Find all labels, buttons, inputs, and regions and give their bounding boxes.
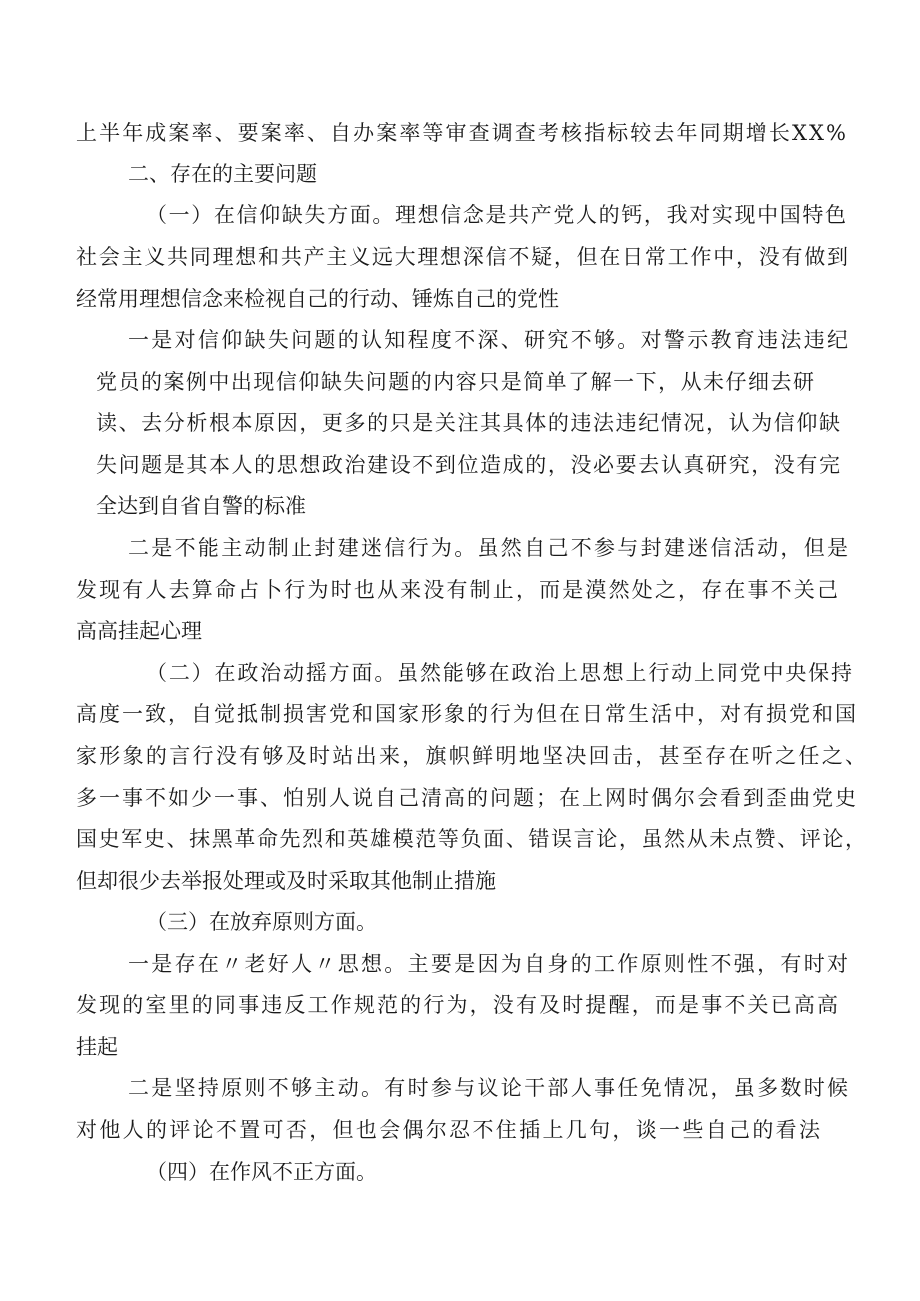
text-line: （三）在放弃原则方面。 (146, 910, 377, 934)
text-line: 党员的案例中出现信仰缺失问题的内容只是简单了解一下，从未仔细去研 (96, 370, 816, 394)
text-line: 多一事不如少一事、怕别人说自己清高的问题；在上网时偶尔会看到歪曲党史 (76, 786, 858, 810)
text-line: 一是存在〃老好人〃思想。主要是因为自身的工作原则性不强，有时对 (128, 952, 851, 976)
text-line: 对他人的评论不置可否，但也会偶尔忍不住插上几句，谈一些自己的看法 (76, 1118, 823, 1142)
text-line: 二是不能主动制止封建迷信行为。虽然自己不参与封建迷信活动，但是 (128, 536, 851, 560)
text-line: 高度一致，自觉抵制损害党和国家形象的行为但在日常生活中，对有损党和国 (76, 702, 858, 726)
text-line: 发现的室里的同事违反工作规范的行为，没有及时提醒，而是事不关已高高 (76, 993, 841, 1017)
text-line: 发现有人去算命占卜行为时也从来没有制止，而是漠然处之，存在事不关己 (76, 578, 841, 602)
text-line: 但却很少去举报处理或及时采取其他制止措施 (76, 869, 496, 893)
text-line: （二）在政治动摇方面。虽然能够在政治上思想上行动上同党中央保持 (146, 661, 854, 685)
text-line: （四）在作风不正方面。 (146, 1160, 377, 1184)
text-line: 家形象的言行没有够及时站出来，旗帜鲜明地坚决回击，甚至存在听之任之、 (76, 744, 869, 768)
text-line: 经常用理想信念来检视自己的行动、锤炼自己的党性 (76, 287, 559, 311)
text-line: 读、去分析根本原因，更多的只是关注其具体的违法违纪情况，认为信仰缺 (96, 411, 842, 435)
text-line: 失问题是其本人的思想政治建设不到位造成的，没必要去认真研究，没有完 (96, 453, 842, 477)
text-line: （一）在信仰缺失方面。理想信念是共产党人的钙，我对实现中国特色 (146, 203, 848, 227)
text-line: 二是坚持原则不够主动。有时参与议论干部人事任免情况，虽多数时候 (128, 1076, 851, 1100)
text-line: 国史军史、抹黑革命先烈和英雄模范等负面、错误言论，虽然从未点赞、评论， (76, 827, 868, 851)
section-heading: 二、存在的主要问题 (128, 162, 317, 186)
text-line: 上半年成案率、要案率、自办案率等审查调查考核指标较去年同期增长XX% (76, 121, 849, 145)
text-line: 挂起 (76, 1035, 118, 1059)
text-line: 全达到自省自警的标准 (96, 494, 306, 518)
text-line: 一是对信仰缺失问题的认知程度不深、研究不够。对警示教育违法违纪 (128, 328, 851, 352)
text-line: 社会主义共同理想和共产主义远大理想深信不疑，但在日常工作中，没有做到 (76, 245, 850, 269)
text-line: 高高挂起心理 (76, 619, 202, 643)
